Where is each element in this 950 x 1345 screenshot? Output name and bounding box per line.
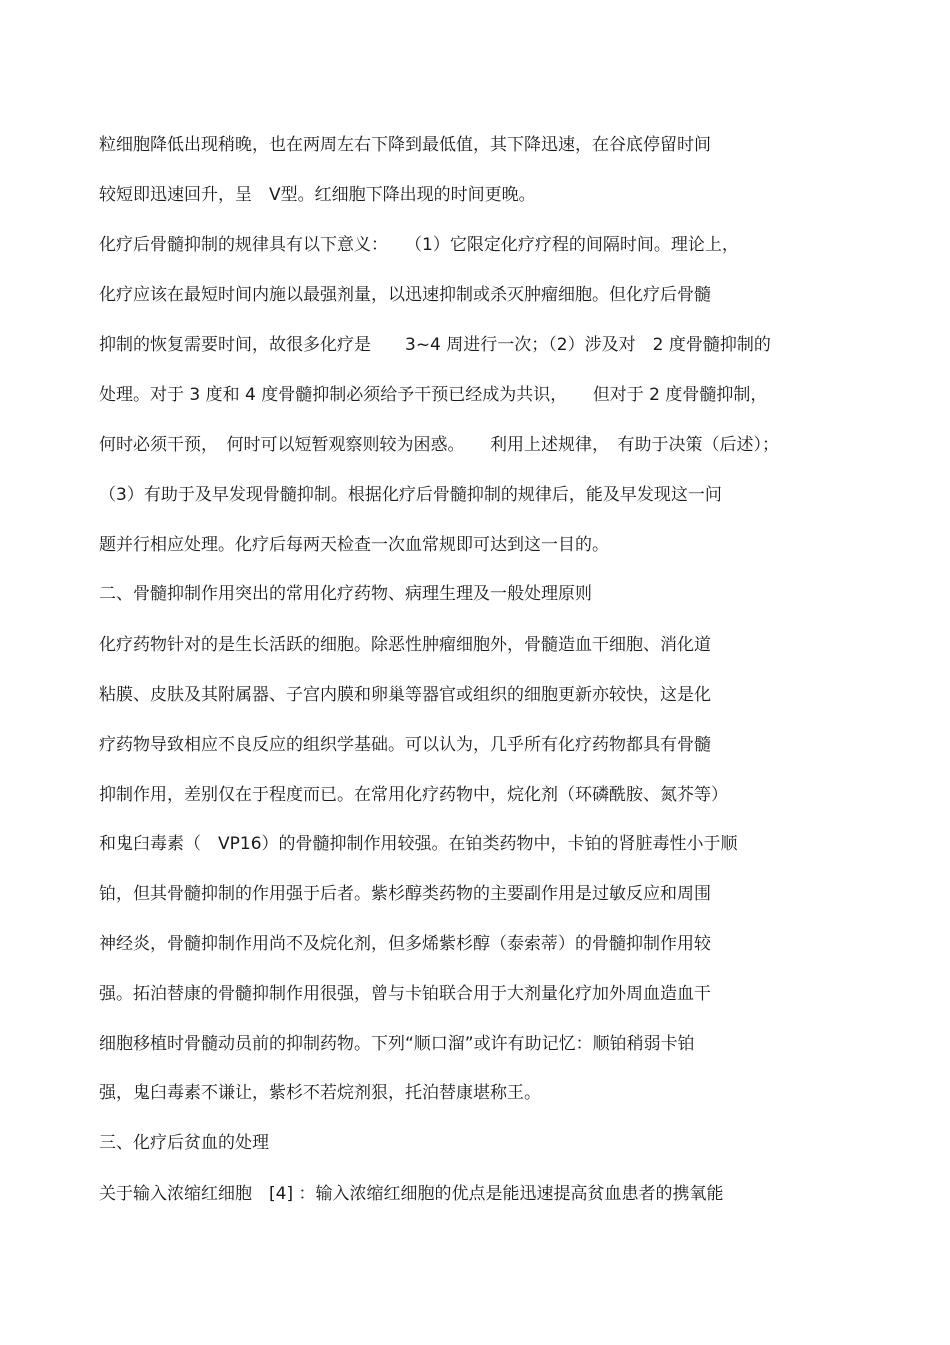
- text-line-9: 题并行相应处理。化疗后每两天检查一次血常规即可达到这一目的。: [99, 535, 609, 555]
- text-line-1: 粒细胞降低出现稍晚，也在两周左右下降到最低值，其下降迅速，在谷底停留时间: [99, 135, 711, 155]
- text-line-11: 化疗药物针对的是生长活跃的细胞。除恶性肿瘤细胞外，骨髓造血干细胞、消化道: [99, 635, 711, 655]
- text-line-22: 关于输入浓缩红细胞 [4] ：输入浓缩红细胞的优点是能迅速提高贫血患者的携氧能: [99, 1184, 724, 1204]
- text-line-6: 处理。对于 3 度和 4 度骨髓抑制必须给予干预已经成为共识， 但对于 2 度骨髓抑制，: [99, 385, 768, 405]
- text-line-2: 较短即迅速回升，呈 V型。红细胞下降出现的时间更晚。: [99, 185, 536, 205]
- text-line-16: 铂，但其骨髓抑制的作用强于后者。紫杉醇类药物的主要副作用是过敏反应和周围: [99, 884, 711, 904]
- text-line-3: 化疗后骨髓抑制的规律具有以下意义： （1）它限定化疗疗程的间隔时间。理论上，: [99, 235, 739, 255]
- text-line-15: 和鬼臼毒素（ VP16）的骨髓抑制作用较强。在铂类药物中，卡铂的肾脏毒性小于顺: [99, 834, 738, 854]
- text-line-18: 强。拓泊替康的骨髓抑制作用很强，曾与卡铂联合用于大剂量化疗加外周血造血干: [99, 984, 711, 1004]
- text-line-8: （3）有助于及早发现骨髓抑制。根据化疗后骨髓抑制的规律后，能及早发现这一问: [99, 485, 722, 505]
- text-line-19: 细胞移植时骨髓动员前的抑制药物。下列“顺口溜”或许有助记忆：顺铂稍弱卡铂: [99, 1034, 695, 1054]
- text-line-12: 粘膜、皮肤及其附属器、子宫内膜和卵巢等器官或组织的细胞更新亦较快，这是化: [99, 685, 711, 705]
- section-heading-3: 三、化疗后贫血的处理: [99, 1133, 269, 1153]
- text-line-5: 抑制的恢复需要时间，故很多化疗是 3~4 周进行一次；（2）涉及对 2 度骨髓抑制的: [99, 335, 771, 355]
- text-line-7: 何时必须干预， 何时可以短暂观察则较为困惑。 利用上述规律， 有助于决策（后述）；: [99, 435, 779, 455]
- text-line-20: 强，鬼臼毒素不谦让，紫杉不若烷剂狠，托泊替康堪称王。: [99, 1083, 541, 1103]
- text-line-13: 疗药物导致相应不良反应的组织学基础。可以认为，几乎所有化疗药物都具有骨髓: [99, 735, 711, 755]
- text-line-17: 神经炎，骨髓抑制作用尚不及烷化剂，但多烯紫杉醇（泰索蒂）的骨髓抑制作用较: [99, 934, 711, 954]
- section-heading-2: 二、骨髓抑制作用突出的常用化疗药物、病理生理及一般处理原则: [99, 584, 592, 604]
- text-line-4: 化疗应该在最短时间内施以最强剂量，以迅速抑制或杀灭肿瘤细胞。但化疗后骨髓: [99, 285, 711, 305]
- text-line-14: 抑制作用，差别仅在于程度而已。在常用化疗药物中，烷化剂（环磷酰胺、氮芥等）: [99, 785, 728, 805]
